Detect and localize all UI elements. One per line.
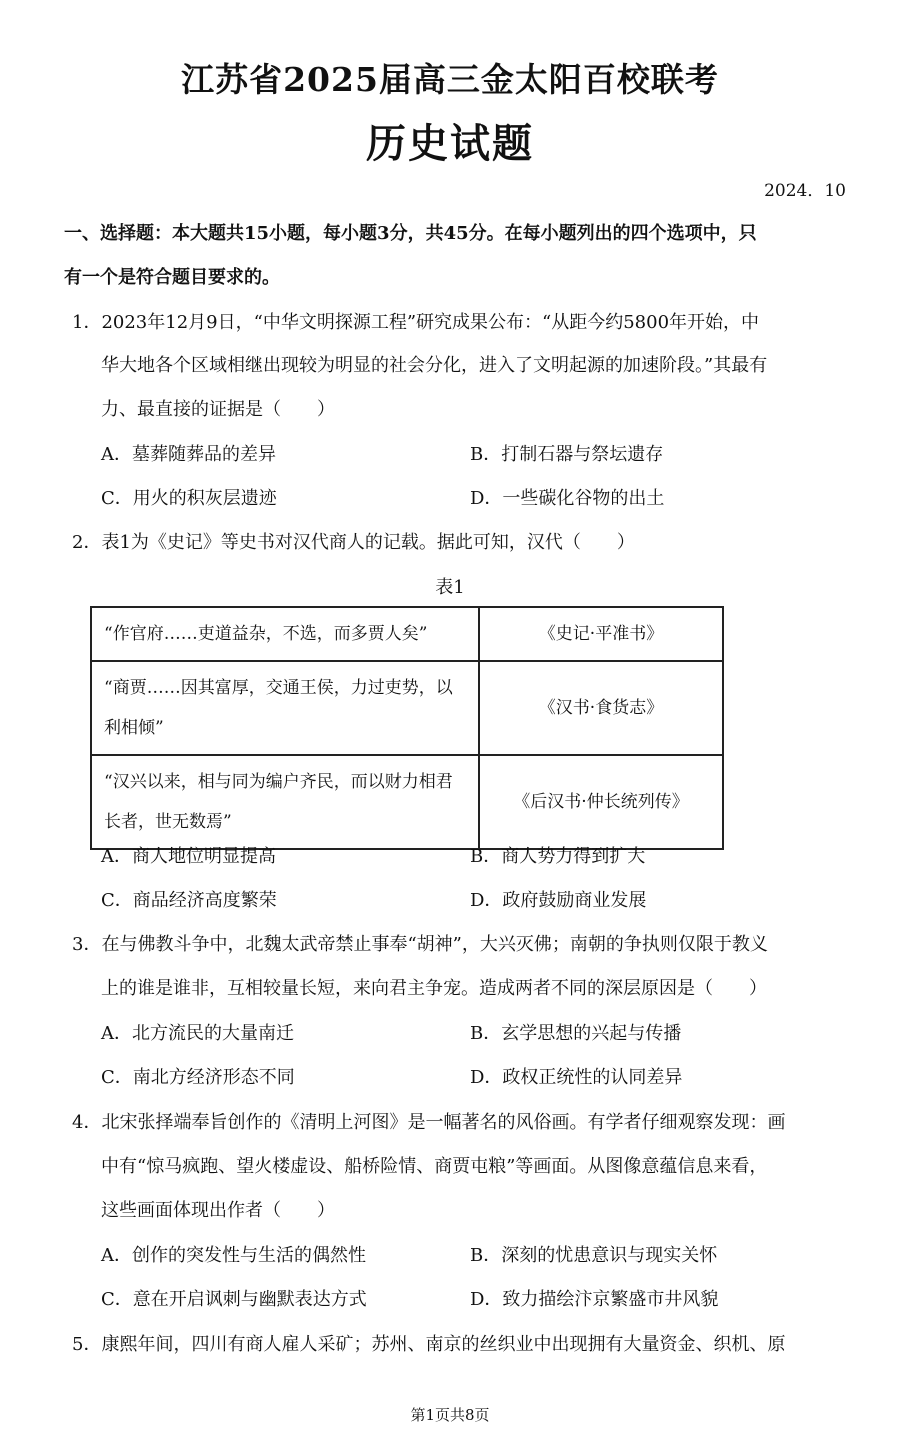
q1-option-c: C．用火的积灰层遗迹 [101,488,277,509]
q3-option-b: B．玄学思想的兴起与传播 [470,1023,682,1044]
exam-title: 江苏省2025届高三金太阳百校联考 [181,60,719,99]
q3-option-d: D．政权正统性的认同差异 [470,1067,683,1088]
q1-line3: 力、最直接的证据是（ ） [101,399,335,420]
q2-option-a: A．商人地位明显提高 [101,846,276,867]
q1-option-b: B．打制石器与祭坛遗存 [470,444,664,465]
page-footer: 第1页共8页 [410,1406,490,1424]
table-cell-source: 《汉书·食货志》 [479,661,723,755]
exam-date: 2024．10 [764,181,846,201]
q1-option-a: A．墓葬随葬品的差异 [101,444,276,465]
q4-option-c: C．意在开启讽刺与幽默表达方式 [101,1289,367,1310]
q4-line1: 4．北宋张择端奉旨创作的《清明上河图》是一幅著名的风俗画。有学者仔细观察发现：画 [72,1112,786,1133]
table-caption: 表1 [435,577,465,598]
q2-option-b: B．商人势力得到扩大 [470,846,646,867]
q1-option-d: D．一些碳化谷物的出土 [470,488,665,509]
table-row [91,607,723,661]
q2-option-d: D．政府鼓励商业发展 [470,890,647,911]
q4-line2: 中有“惊马疯跑、望火楼虚设、船桥险情、商贾屯粮”等画面。从图像意蕴信息来看， [101,1156,768,1177]
q2-line1: 2．表1为《史记》等史书对汉代商人的记载。据此可知，汉代（ ） [72,532,635,553]
q5-line1: 5．康熙年间，四川有商人雇人采矿；苏州、南京的丝织业中出现拥有大量资金、织机、原 [72,1334,786,1355]
table-row [91,755,723,849]
records-table [90,606,724,850]
q3-option-c: C．南北方经济形态不同 [101,1067,295,1088]
q3-line1: 3．在与佛教斗争中，北魏太武帝禁止事奉“胡神”，大兴灭佛；南朝的争执则仅限于教义 [72,934,768,955]
table-cell-quote: “汉兴以来，相与同为编户齐民，而以财力相君长者，世无数焉” [91,755,479,849]
q4-option-b: B．深刻的忧患意识与现实关怀 [470,1245,718,1266]
section-heading-line1: 一、选择题：本大题共15小题，每小题3分，共45分。在每小题列出的四个选项中，只 [64,223,757,244]
table-cell-quote: “商贾……因其富厚，交通王侯，力过吏势，以利相倾” [91,661,479,755]
table-cell-source: 《史记·平准书》 [479,607,723,661]
section-heading-line2: 有一个是符合题目要求的。 [64,267,280,288]
q3-line2: 上的谁是谁非，互相较量长短，来向君主争宠。造成两者不同的深层原因是（ ） [101,978,767,999]
q2-option-c: C．商品经济高度繁荣 [101,890,277,911]
q4-option-a: A．创作的突发性与生活的偶然性 [101,1245,366,1266]
q3-option-a: A．北方流民的大量南迁 [101,1023,294,1044]
q1-line2: 华大地各个区域相继出现较为明显的社会分化，进入了文明起源的加速阶段。”其最有 [101,355,768,376]
q4-option-d: D．致力描绘汴京繁盛市井风貌 [470,1289,719,1310]
table-row [91,661,723,755]
q4-line3: 这些画面体现出作者（ ） [101,1200,335,1221]
table-cell-quote: “作官府……吏道益杂，不选，而多贾人矣” [91,607,479,661]
table-cell-source: 《后汉书·仲长统列传》 [479,755,723,849]
exam-subtitle: 历史试题 [366,120,534,167]
q1-line1: 1．2023年12月9日，“中华文明探源工程”研究成果公布：“从距今约5800年开始，中 [72,312,760,333]
